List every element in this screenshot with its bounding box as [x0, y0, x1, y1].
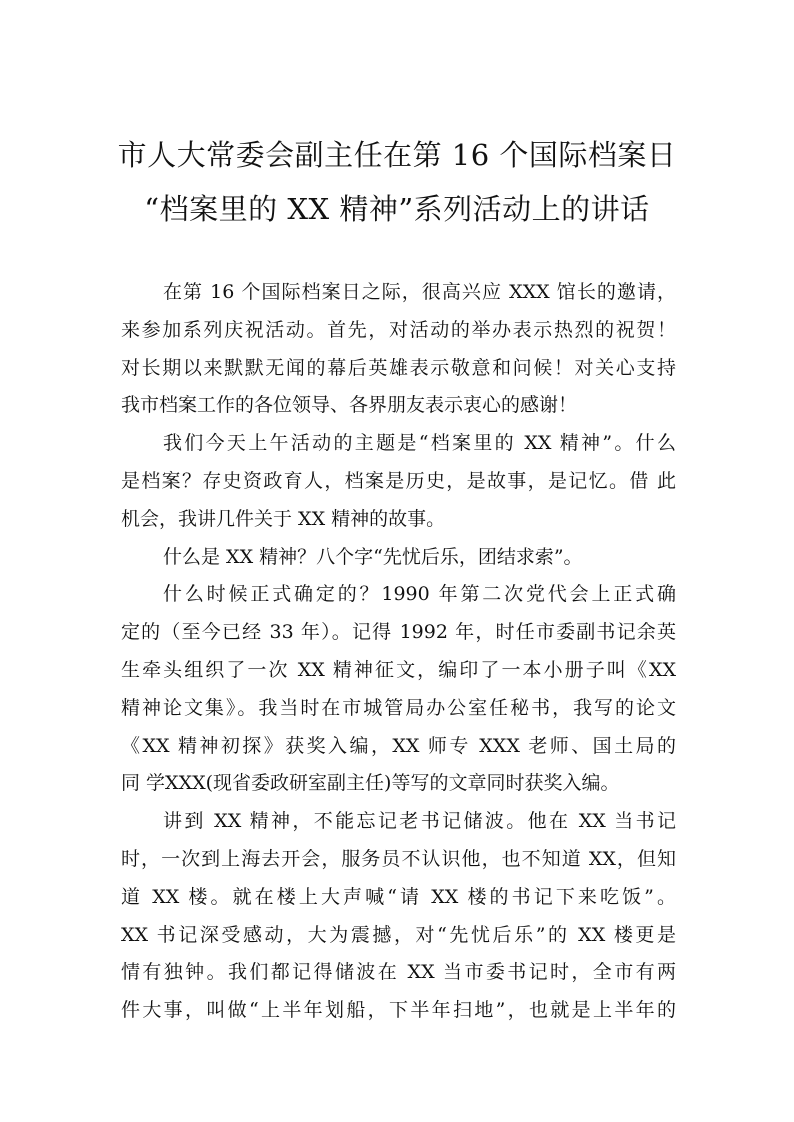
- paragraph-4-line-1: 什么时候正式确定的？1990 年第二次党代会上正式确: [163, 583, 676, 606]
- paragraph-2-line-1: 我们今天上午活动的主题是“档案里的 XX 精神”。什么: [163, 432, 676, 455]
- document-title-line-1: 市人大常委会副主任在第 16 个国际档案日: [117, 138, 677, 172]
- paragraph-5-line-2: 时，一次到上海去开会，服务员不认识他，也不知道 XX，但知: [121, 847, 676, 870]
- paragraph-3-line-1: 什么是 XX 精神？八个字“先忧后乐，团结求索”。: [163, 545, 583, 568]
- paragraph-2-line-2: 是档案？存史资政育人，档案是历史，是故事，是记忆。借 此: [121, 469, 676, 492]
- paragraph-5-line-3: 道 XX 楼。就在楼上大声喊“请 XX 楼的书记下来吃饭”。: [121, 885, 676, 908]
- document-title-line-2: “档案里的 XX 精神”系列活动上的讲话: [144, 192, 650, 226]
- paragraph-4-line-3: 生牵头组织了一次 XX 精神征文，编印了一本小册子叫《XX: [121, 658, 676, 681]
- paragraph-4-line-2: 定的（至今已经 33 年）。记得 1992 年，时任市委副书记余英: [121, 621, 676, 644]
- paragraph-4-line-5: 《XX 精神初探》获奖入编，XX 师专 XXX 老师、国土局的: [121, 734, 676, 757]
- document-body: [121, 277, 676, 1033]
- paragraph-1-line-3: 对长期以来默默无闻的幕后英雄表示敬意和问候！对关心支持: [121, 356, 676, 379]
- paragraph-5-line-6: 件大事，叫做“上半年划船，下半年扫地”，也就是上半年的: [121, 999, 676, 1022]
- paragraph-1-line-1: 在第 16 个国际档案日之际，很高兴应 XXX 馆长的邀请，: [163, 281, 676, 303]
- paragraph-4-line-6: 同 学XXX(现省委政研室副主任)等写的文章同时获奖入编。: [121, 772, 620, 795]
- paragraph-1-line-2: 来参加系列庆祝活动。首先，对活动的举办表示热烈的祝贺！: [121, 318, 676, 341]
- paragraph-4-line-4: 精神论文集》。我当时在市城管局办公室任秘书，我写的论文: [121, 696, 676, 719]
- paragraph-1-line-4: 我市档案工作的各位领导、各界朋友表示衷心的感谢！: [121, 394, 578, 417]
- paragraph-5-line-1: 讲到 XX 精神，不能忘记老书记储波。他在 XX 当书记: [163, 810, 676, 833]
- paragraph-2-line-3: 机会，我讲几件关于 XX 精神的故事。: [121, 507, 446, 530]
- paragraph-5-line-5: 情有独钟。我们都记得储波在 XX 当市委书记时，全市有两: [121, 961, 676, 984]
- paragraph-5-line-4: XX 书记深受感动，大为震撼，对“先忧后乐”的 XX 楼更是: [121, 923, 676, 946]
